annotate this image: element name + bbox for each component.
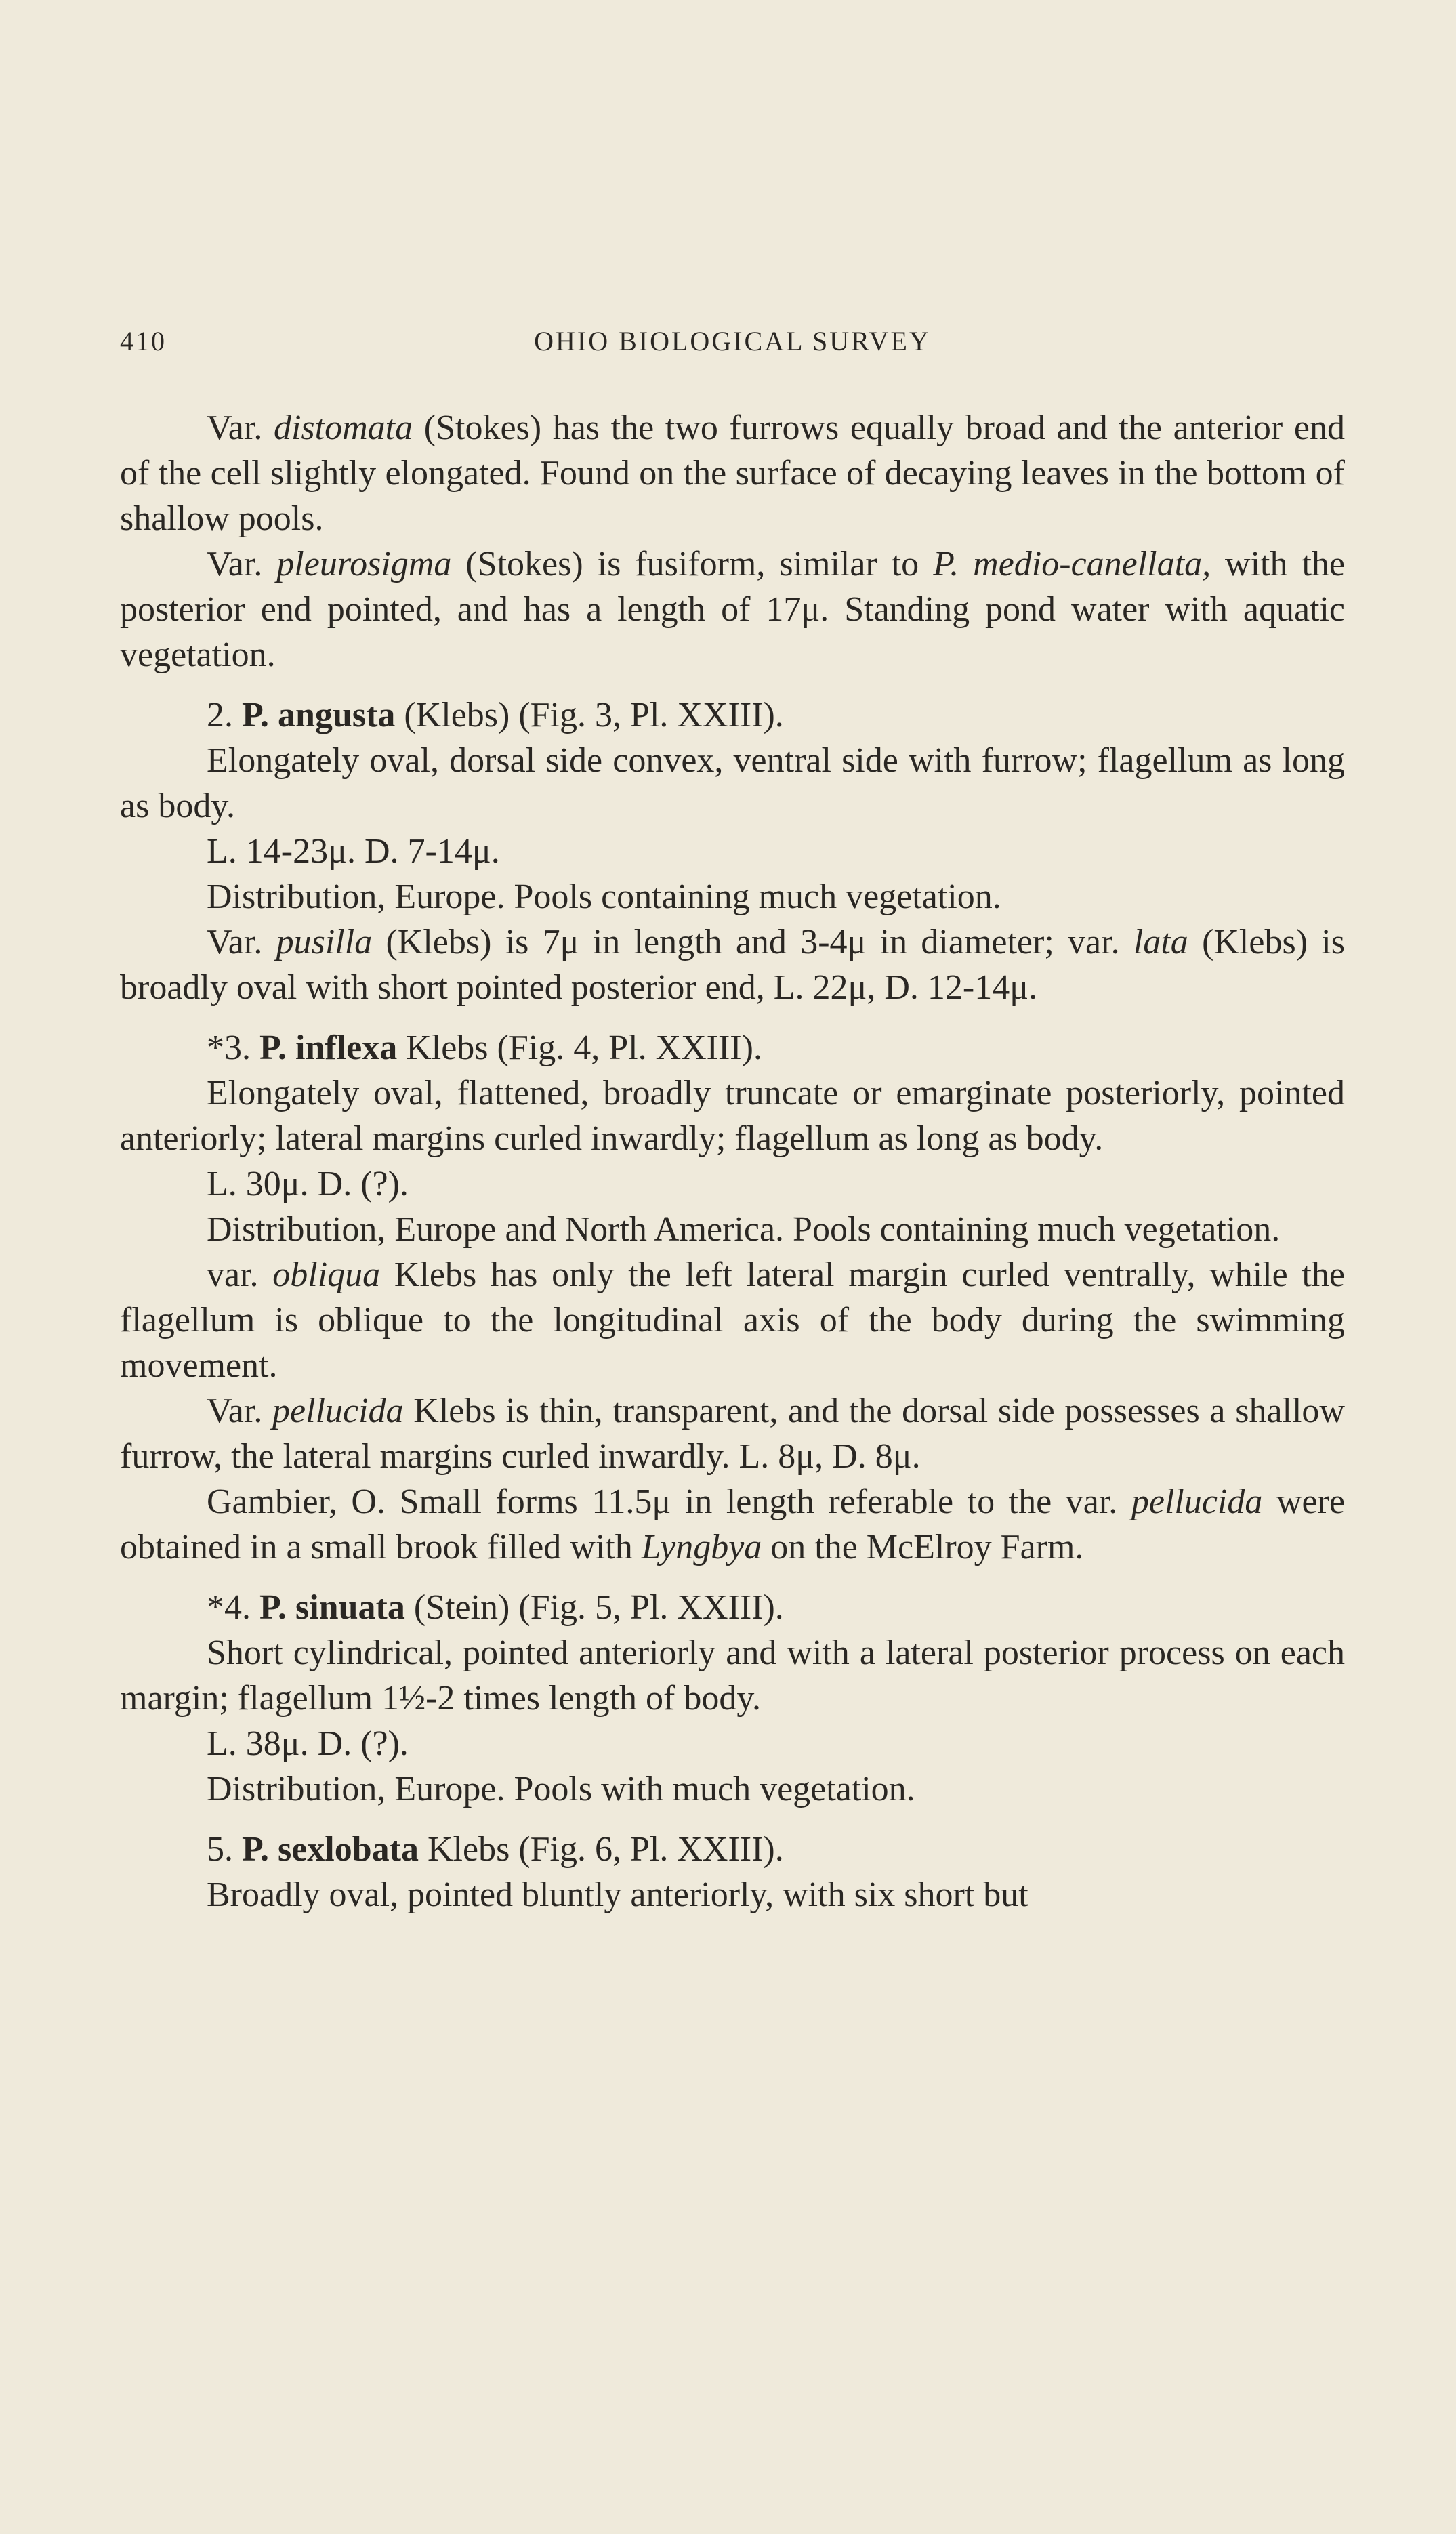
- italic-text: pleurosigma: [276, 545, 452, 583]
- text-run: L. 30μ. D. (?).: [207, 1165, 409, 1203]
- text-run: on the McElroy Farm.: [762, 1528, 1084, 1566]
- paragraph: [120, 738, 1345, 829]
- paragraph: [120, 1721, 1345, 1766]
- text-run: Var.: [207, 545, 277, 583]
- text-run: Short cylindrical, pointed anteriorly and with a lateral posterior process on each margin; flagellum 1½-2 times length of body.: [120, 1634, 1345, 1718]
- text-run: *4.: [207, 1588, 259, 1627]
- text-run: were obtained in a small brook filled with: [120, 1482, 1345, 1566]
- species-name: P. sexlobata: [242, 1830, 419, 1869]
- text-run: *3.: [207, 1029, 259, 1067]
- text-run: (Klebs) (Fig. 3, Pl. XXIII).: [395, 696, 784, 734]
- running-title: OHIO BIOLOGICAL SURVEY: [534, 326, 931, 356]
- text-run: Distribution, Europe. Pools containing much vegetation.: [207, 877, 1001, 916]
- text-run: L. 14-23μ. D. 7-14μ.: [207, 832, 500, 871]
- text-run: var.: [207, 1255, 273, 1294]
- text-run: L. 38μ. D. (?).: [207, 1724, 409, 1763]
- paragraph: [120, 405, 1345, 541]
- paragraph: [120, 1252, 1345, 1388]
- paragraph: [120, 1585, 1345, 1630]
- text-run: Klebs has only the left lateral margin curled ventrally, while the flagellum is oblique to the longitudinal axis of the body during the swimming movement.: [120, 1255, 1345, 1385]
- italic-text: obliqua: [272, 1255, 381, 1294]
- text-run: Var.: [207, 409, 274, 447]
- paragraph: [120, 1161, 1345, 1207]
- text-run: (Klebs) is 7μ in length and 3-4μ in diameter; var.: [372, 923, 1133, 961]
- species-name: P. inflexa: [259, 1029, 398, 1067]
- paragraph: [120, 1071, 1345, 1161]
- text-run: Klebs is thin, transparent, and the dorsal side possesses a shallow furrow, the lateral margins curled inwardly. L. 8μ, D. 8μ.: [120, 1392, 1345, 1476]
- text-run: Distribution, Europe and North America. Pools containing much vegetation.: [207, 1210, 1281, 1249]
- paragraph: [120, 1872, 1345, 1917]
- paragraph: [120, 692, 1345, 738]
- text-run: (Stein) (Fig. 5, Pl. XXIII).: [404, 1588, 784, 1627]
- text-run: Var.: [207, 1392, 273, 1430]
- page-number: 410: [120, 326, 167, 356]
- text-run: 2.: [207, 696, 242, 734]
- italic-text: Lyngbya: [641, 1528, 762, 1566]
- running-header: [120, 325, 1345, 366]
- species-name: P. sinuata: [259, 1588, 405, 1627]
- paragraph: [120, 1630, 1345, 1721]
- text-run: Distribution, Europe. Pools with much vegetation.: [207, 1770, 915, 1808]
- paragraph: [120, 1479, 1345, 1570]
- italic-text: P. medio-canellata,: [933, 545, 1211, 583]
- paragraph: [120, 1025, 1345, 1071]
- paragraph: [120, 919, 1345, 1010]
- text-run: Var.: [207, 923, 276, 961]
- text-run: with the posterior end pointed, and has a length of 17μ. Standing pond water with aquatic vegetation.: [120, 545, 1345, 674]
- italic-text: distomata: [273, 409, 413, 447]
- text-run: (Stokes) is fusiform, similar to: [451, 545, 934, 583]
- text-run: Broadly oval, pointed bluntly anteriorly, with six short but: [207, 1875, 1028, 1914]
- italic-text: pusilla: [276, 923, 373, 961]
- paragraph: [120, 1388, 1345, 1479]
- text-run: Elongately oval, dorsal side convex, ventral side with furrow; flagellum as long as body.: [120, 741, 1345, 825]
- text-run: Elongately oval, flattened, broadly truncate or emarginate posteriorly, pointed anteriorly; lateral margins curled inwardly; flagellum as long as body.: [120, 1074, 1345, 1158]
- species-name: P. angusta: [242, 696, 396, 734]
- italic-text: lata: [1133, 923, 1188, 961]
- body-text: [120, 405, 1345, 1917]
- italic-text: pellucida: [1131, 1482, 1263, 1521]
- text-run: Klebs (Fig. 4, Pl. XXIII).: [397, 1029, 762, 1067]
- text-run: Klebs (Fig. 6, Pl. XXIII).: [419, 1830, 784, 1869]
- text-run: (Klebs) is broadly oval with short pointed posterior end, L. 22μ, D. 12-14μ.: [120, 923, 1345, 1007]
- paragraph: [120, 829, 1345, 874]
- text-run: Gambier, O. Small forms 11.5μ in length referable to the var.: [207, 1482, 1131, 1521]
- paragraph: [120, 1827, 1345, 1872]
- paragraph: [120, 1207, 1345, 1252]
- paragraph: [120, 874, 1345, 919]
- italic-text: pellucida: [272, 1392, 404, 1430]
- paragraph: [120, 541, 1345, 678]
- text-run: (Stokes) has the two furrows equally broad and the anterior end of the cell slightly elongated. Found on the surface of decaying leaves in the bottom of shallow pools.: [120, 409, 1345, 538]
- text-run: 5.: [207, 1830, 242, 1869]
- paragraph: [120, 1766, 1345, 1812]
